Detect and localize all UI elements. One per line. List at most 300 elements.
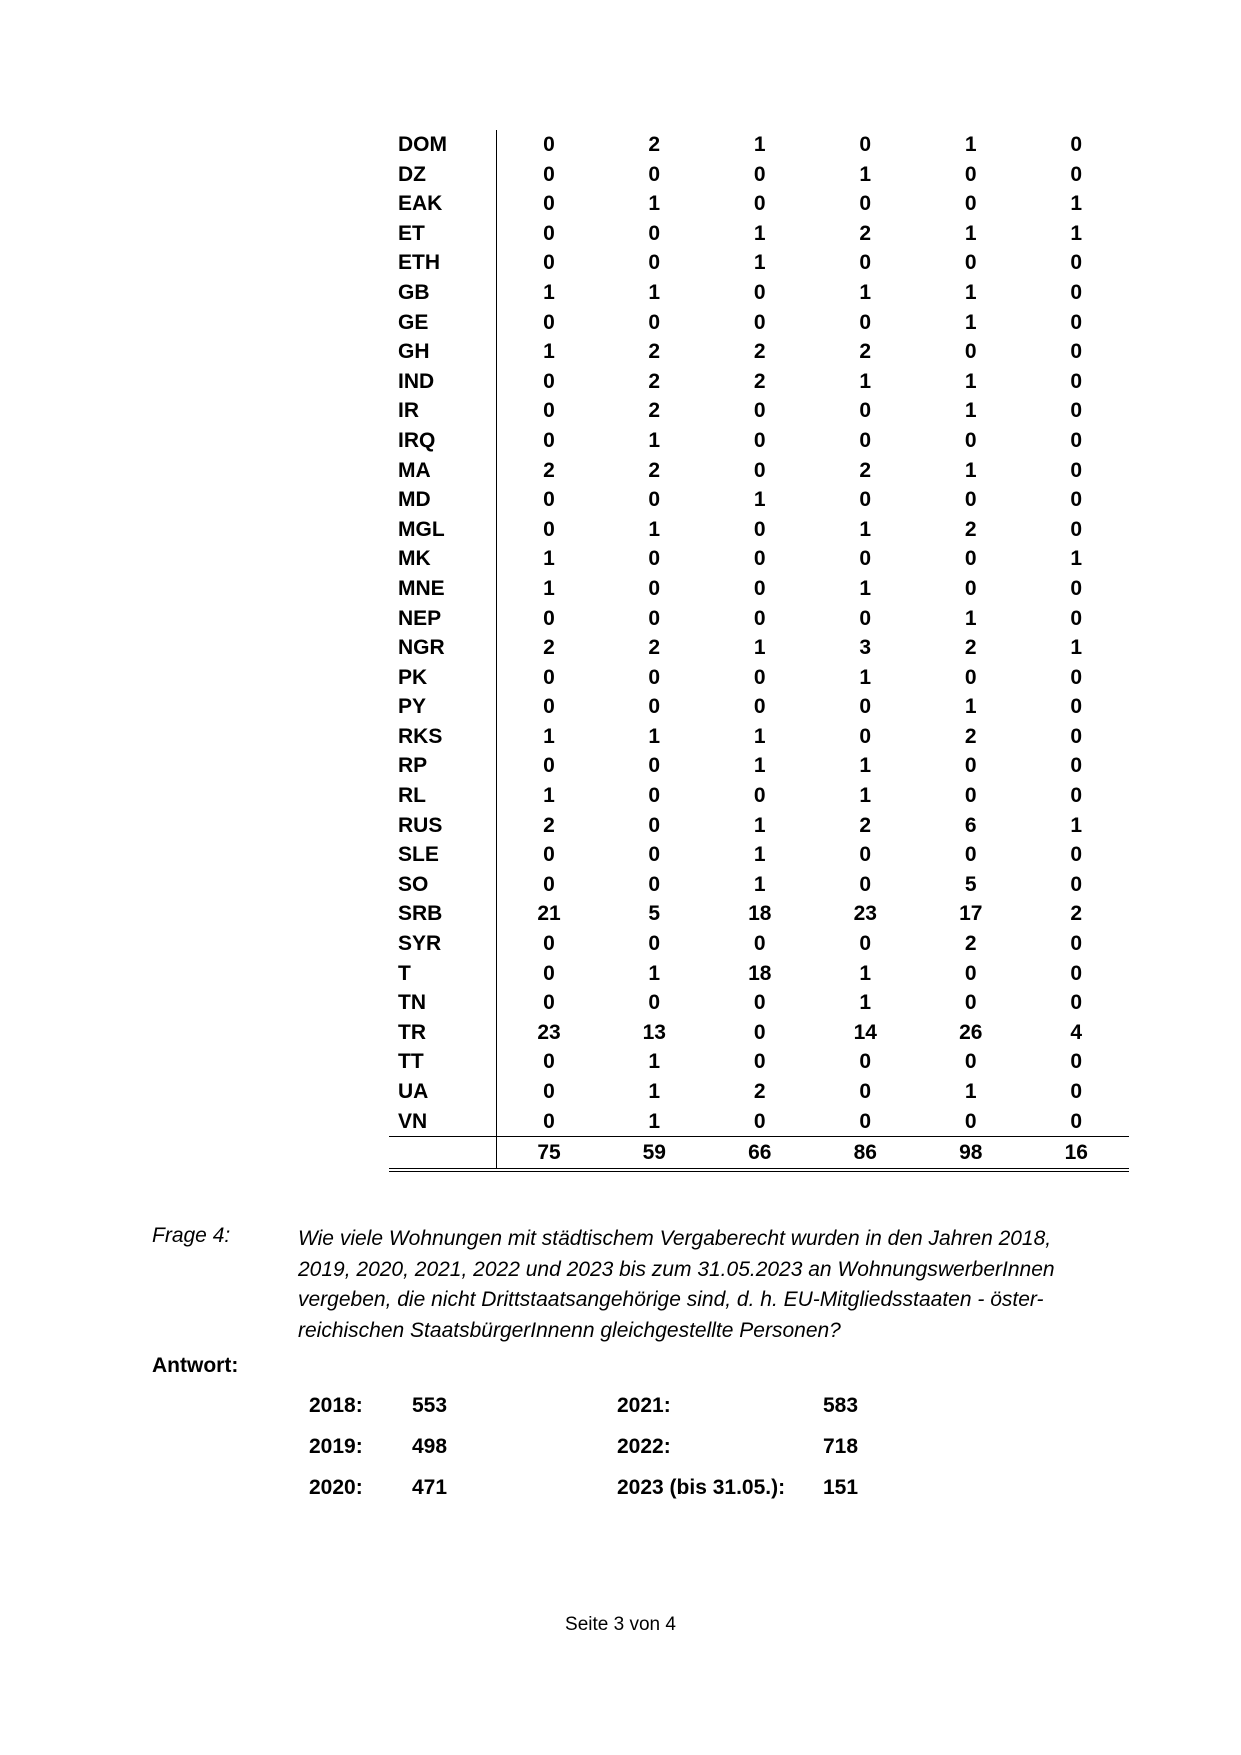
table-cell: 0 [859,133,872,156]
table-cell: 0 [648,932,661,956]
table-cell: 0 [1070,399,1083,423]
table-cell: 0 [753,606,766,630]
table-cell: 4 [1070,1020,1083,1044]
table-cell: 0 [859,872,872,896]
table-row [389,1107,1129,1137]
table-cell: 2 [964,517,977,541]
table-cell: 2 [648,133,661,156]
table-cell: 1 [859,576,872,600]
table-cell: 2 [648,458,661,482]
total-cell: 75 [496,1137,602,1171]
table-cell: 0 [543,932,555,956]
total-label-cell [389,1137,496,1171]
table-cell: 0 [964,1109,977,1133]
table-cell: 0 [859,428,872,452]
table-row [389,811,1129,841]
table-row [389,130,1129,160]
table-cell: 0 [648,872,661,896]
table-cell: 1 [1070,813,1083,837]
table-cell: 1 [859,784,872,808]
table-cell: 2 [859,221,872,245]
table-cell: 13 [642,1020,666,1044]
question-text [298,1224,1128,1346]
table-cell: 0 [1070,784,1083,808]
table-cell: 1 [1070,221,1083,245]
answer-year: 2020: [309,1476,363,1499]
table-cell: 0 [1070,488,1083,512]
table-row [389,308,1129,338]
country-code: VN [389,1107,496,1137]
table-cell: 0 [753,192,766,216]
country-code: RP [389,751,496,781]
table-cell: 0 [543,162,555,186]
total-row [389,1137,1129,1171]
table-cell: 0 [753,991,766,1015]
table-cell: 1 [859,517,872,541]
table-cell: 0 [1070,724,1083,748]
table-cell: 0 [753,310,766,334]
table-cell: 0 [753,399,766,423]
table-cell: 0 [543,754,555,778]
table-row [389,663,1129,693]
table-cell: 0 [648,606,661,630]
table-cell: 0 [964,576,977,600]
table-cell: 0 [859,192,872,216]
table-cell: 0 [859,399,872,423]
answer-year: 2022: [617,1435,671,1458]
table-row [389,1018,1129,1048]
table-row [389,515,1129,545]
country-code: GH [389,337,496,367]
table-cell: 1 [964,399,977,423]
table-row [389,604,1129,634]
table-cell: 2 [964,724,977,748]
total-cell: 16 [1024,1137,1130,1171]
country-code: PY [389,692,496,722]
table-cell: 2 [964,636,977,660]
table-cell: 1 [964,458,977,482]
country-code: GE [389,308,496,338]
table-cell: 0 [543,991,555,1015]
table-cell: 1 [543,340,555,364]
table-cell: 0 [1070,369,1083,393]
table-row [389,337,1129,367]
table-cell: 0 [753,547,766,571]
table-cell: 0 [964,665,977,689]
table-row [389,870,1129,900]
table-cell: 0 [543,872,555,896]
table-cell: 0 [648,251,661,275]
table-cell: 0 [964,428,977,452]
table-cell: 2 [753,369,766,393]
question-line: Wie viele Wohnungen mit städtischem Vergaberecht wurden in den Jahren 2018, [298,1227,1052,1250]
answer-year: 2021: [617,1394,671,1417]
table-cell: 1 [964,221,977,245]
answer-year: 2023 (bis 31.05.): [617,1476,786,1499]
country-rows [389,130,1129,1170]
total-cell: 66 [707,1137,813,1171]
table-cell: 0 [648,991,661,1015]
country-code: TN [389,988,496,1018]
table-cell: 1 [753,133,766,156]
table-cell: 2 [648,636,661,660]
country-code: DOM [389,130,496,160]
table-cell: 0 [859,1050,872,1074]
table-cell: 0 [648,221,661,245]
total-cell: 86 [813,1137,919,1171]
table-cell: 5 [648,902,661,926]
table-cell: 0 [753,1050,766,1074]
table-row [389,367,1129,397]
answer-value: 553 [412,1394,448,1417]
table-row [389,840,1129,870]
table-row [389,574,1129,604]
table-cell: 0 [1070,428,1083,452]
country-code: DZ [389,160,496,190]
country-code: EAK [389,189,496,219]
table-cell: 1 [859,754,872,778]
table-cell: 3 [859,636,872,660]
table-cell: 2 [543,458,555,482]
table-cell: 0 [859,1109,872,1133]
table-cell: 2 [859,340,872,364]
table-cell: 0 [1070,162,1083,186]
answer-value: 498 [412,1435,448,1458]
table-cell: 0 [1070,280,1083,304]
table-cell: 17 [959,902,983,926]
country-code: IR [389,396,496,426]
table-cell: 0 [753,784,766,808]
table-cell: 0 [1070,932,1083,956]
answer-row [309,1435,909,1476]
country-code: SLE [389,840,496,870]
table-cell: 0 [543,961,555,985]
table-row [389,929,1129,959]
table-cell: 0 [1070,458,1083,482]
table-row [389,751,1129,781]
table-cell: 1 [964,1080,977,1103]
table-cell: 1 [859,665,872,689]
table-cell: 0 [859,695,872,719]
table-cell: 5 [964,872,977,896]
table-cell: 1 [543,576,555,600]
table-row [389,278,1129,308]
table-cell: 0 [543,488,555,512]
table-cell: 0 [648,784,661,808]
table-cell: 0 [964,162,977,186]
table-cell: 1 [753,488,766,512]
table-row [389,456,1129,486]
table-cell: 0 [648,576,661,600]
table-cell: 23 [537,1020,561,1044]
table-cell: 1 [964,133,977,156]
table-row [389,781,1129,811]
table-cell: 1 [753,251,766,275]
table-cell: 0 [1070,340,1083,364]
country-code: PK [389,663,496,693]
table-cell: 0 [648,547,661,571]
table-cell: 1 [648,517,661,541]
table-cell: 0 [543,1109,555,1133]
question-line: reichischen StaatsbürgerInnenn gleichgestellte Personen? [298,1318,841,1342]
table-cell: 1 [964,280,977,304]
table-cell: 0 [859,488,872,512]
table-cell: 0 [964,192,977,216]
answer-value: 471 [412,1476,448,1499]
table-cell: 2 [753,1080,766,1103]
country-code: SYR [389,929,496,959]
table-cell: 1 [859,369,872,393]
table-cell: 18 [748,961,772,985]
question-label: Frage 4: [152,1224,231,1247]
table-cell: 1 [753,636,766,660]
table-cell: 0 [543,1050,555,1074]
country-code: RL [389,781,496,811]
country-code: RKS [389,722,496,752]
table-cell: 0 [1070,665,1083,689]
table-cell: 1 [859,280,872,304]
answer-year: 2018: [309,1394,363,1417]
table-row [389,248,1129,278]
table-cell: 0 [1070,1050,1083,1074]
table-row [389,544,1129,574]
table-cell: 0 [859,606,872,630]
table-cell: 0 [964,488,977,512]
table-cell: 1 [543,547,555,571]
table-cell: 0 [1070,1109,1083,1133]
table-cell: 1 [543,784,555,808]
country-table [389,130,1129,1172]
table-cell: 0 [648,754,661,778]
table-cell: 2 [543,813,555,837]
answer-row [309,1394,909,1435]
table-cell: 0 [964,784,977,808]
table-cell: 0 [543,695,555,719]
country-code: MD [389,485,496,515]
table-row [389,1077,1129,1107]
table-cell: 2 [648,369,661,393]
table-cell: 0 [1070,310,1083,334]
table-cell: 0 [964,961,977,985]
table-cell: 0 [543,517,555,541]
table-cell: 0 [1070,754,1083,778]
table-row [389,1047,1129,1077]
table-cell: 1 [648,724,661,748]
table-cell: 0 [543,665,555,689]
country-code: MA [389,456,496,486]
table-cell: 23 [853,902,877,926]
table-cell: 0 [964,1050,977,1074]
question-line: vergeben, die nicht Drittstaatsangehörige sind, d. h. EU-Mitgliedsstaaten - öster- [298,1288,1044,1311]
table-cell: 0 [648,310,661,334]
total-cell: 98 [918,1137,1024,1171]
table-cell: 0 [1070,517,1083,541]
table-row [389,160,1129,190]
table-cell: 0 [543,1080,555,1103]
table-row [389,485,1129,515]
table-cell: 2 [648,340,661,364]
page-number: Seite 3 von 4 [565,1614,676,1635]
country-code: TT [389,1047,496,1077]
table-cell: 2 [964,932,977,956]
table-cell: 0 [753,576,766,600]
table-cell: 1 [964,606,977,630]
table-cell: 6 [964,813,977,837]
table-cell: 1 [1070,547,1083,571]
country-code: SO [389,870,496,900]
country-code: IND [389,367,496,397]
country-code: T [389,959,496,989]
table-cell: 1 [753,813,766,837]
question-line: 2019, 2020, 2021, 2022 und 2023 bis zum 31.05.2023 an WohnungswerberInnen [298,1257,1055,1281]
table-cell: 0 [859,932,872,956]
table-cell: 0 [964,843,977,867]
country-code: RUS [389,811,496,841]
country-code: UA [389,1077,496,1107]
table-cell: 1 [648,192,661,216]
table-cell: 1 [859,961,872,985]
table-cell: 0 [753,665,766,689]
table-cell: 0 [648,813,661,837]
table-cell: 21 [537,902,561,926]
table-cell: 2 [859,813,872,837]
table-cell: 0 [1070,606,1083,630]
country-code: MNE [389,574,496,604]
table-cell: 1 [859,162,872,186]
answer-value: 583 [823,1394,859,1417]
country-code: NGR [389,633,496,663]
table-cell: 1 [648,280,661,304]
country-code: NEP [389,604,496,634]
answer-grid [309,1394,909,1517]
table-cell: 1 [753,724,766,748]
answer-value: 151 [823,1476,859,1499]
table-cell: 0 [753,280,766,304]
country-code: ET [389,219,496,249]
table-cell: 0 [1070,695,1083,719]
table-cell: 1 [964,369,977,393]
table-cell: 0 [1070,576,1083,600]
table-cell: 0 [859,547,872,571]
table-cell: 0 [543,843,555,867]
table-row [389,988,1129,1018]
answer-value: 718 [823,1435,859,1458]
country-code: GB [389,278,496,308]
table-cell: 1 [753,754,766,778]
table-cell: 1 [648,1080,661,1103]
answer-row [309,1476,909,1517]
table-cell: 0 [1070,961,1083,985]
table-cell: 0 [648,665,661,689]
table-cell: 0 [859,251,872,275]
table-cell: 26 [959,1020,983,1044]
table-row [389,189,1129,219]
table-cell: 1 [1070,192,1083,216]
table-cell: 0 [964,754,977,778]
table-cell: 0 [1070,872,1083,896]
table-cell: 1 [648,428,661,452]
table-cell: 0 [543,221,555,245]
table-cell: 0 [543,369,555,393]
table-cell: 18 [748,902,772,926]
table-cell: 0 [543,192,555,216]
table-cell: 0 [964,547,977,571]
table-cell: 0 [1070,251,1083,275]
table-cell: 1 [753,843,766,867]
table-cell: 2 [753,340,766,364]
table-cell: 0 [1070,1080,1083,1103]
table-cell: 0 [543,251,555,275]
table-cell: 2 [1070,902,1083,926]
table-cell: 0 [648,162,661,186]
table-row [389,692,1129,722]
table-cell: 0 [964,991,977,1015]
table-row [389,959,1129,989]
table-row [389,396,1129,426]
table-cell: 0 [543,133,555,156]
table-cell: 0 [753,162,766,186]
table-cell: 0 [648,695,661,719]
table-cell: 0 [859,843,872,867]
table-cell: 0 [1070,991,1083,1015]
table-cell: 1 [753,872,766,896]
table-cell: 0 [859,1080,872,1103]
table-cell: 0 [753,1109,766,1133]
table-cell: 1 [648,961,661,985]
table-cell: 0 [753,428,766,452]
table-row [389,633,1129,663]
country-code: SRB [389,899,496,929]
table-cell: 1 [753,221,766,245]
table-cell: 0 [859,724,872,748]
answer-label: Antwort: [152,1354,239,1377]
table-cell: 14 [853,1020,877,1044]
table-cell: 0 [753,932,766,956]
country-code: IRQ [389,426,496,456]
answer-year: 2019: [309,1435,363,1458]
table-cell: 2 [543,636,555,660]
table-cell: 1 [1070,636,1083,660]
table-cell: 1 [648,1109,661,1133]
table-cell: 0 [859,310,872,334]
country-code: TR [389,1018,496,1048]
table-cell: 0 [753,517,766,541]
table-row [389,899,1129,929]
table-cell: 0 [1070,843,1083,867]
table-row [389,219,1129,249]
table-cell: 0 [964,251,977,275]
table-cell: 1 [859,991,872,1015]
table-cell: 2 [859,458,872,482]
table-cell: 0 [753,695,766,719]
country-code: MGL [389,515,496,545]
table-cell: 0 [648,843,661,867]
total-cell: 59 [602,1137,708,1171]
table-cell: 1 [543,724,555,748]
country-code: MK [389,544,496,574]
table-cell: 0 [543,310,555,334]
table-cell: 0 [964,340,977,364]
table-cell: 0 [543,399,555,423]
table-cell: 0 [1070,133,1083,156]
table-row [389,426,1129,456]
table-cell: 0 [753,1020,766,1044]
table-cell: 0 [543,606,555,630]
table-cell: 0 [543,428,555,452]
table-cell: 1 [648,1050,661,1074]
table-cell: 1 [543,280,555,304]
table-cell: 1 [964,310,977,334]
